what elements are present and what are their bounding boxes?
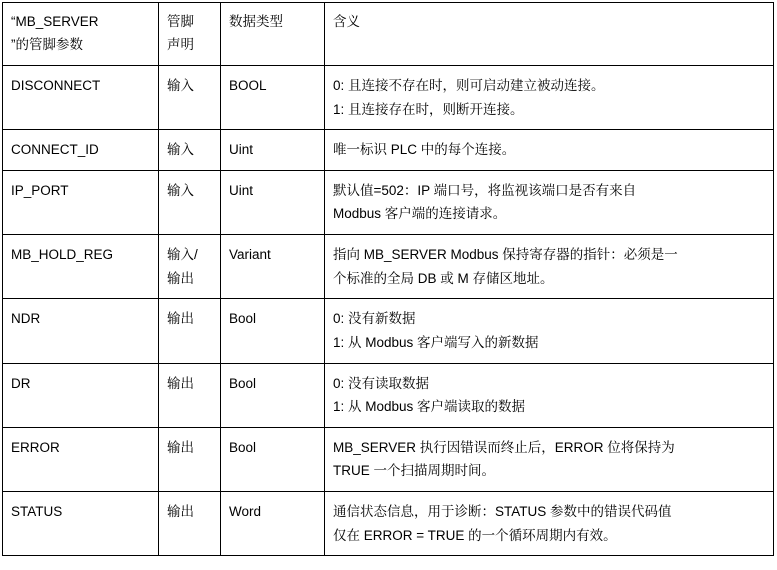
cell-declaration: 输出 xyxy=(159,492,221,556)
cell-declaration: 输入 xyxy=(159,130,221,171)
cell-parameter-name: ERROR xyxy=(3,427,159,491)
document-page xyxy=(0,2,777,570)
cell-meaning: 通信状态信息，用于诊断：STATUS 参数中的错误代码值 仅在 ERROR = TRUE 的一个循环周期内有效。 xyxy=(325,492,774,556)
cell-datatype: Uint xyxy=(221,130,325,171)
table-header-row xyxy=(3,3,774,66)
cell-declaration: 输入 xyxy=(159,65,221,129)
header-cell-declaration: 管脚 声明 xyxy=(159,3,221,66)
cell-parameter-name: IP_PORT xyxy=(3,170,159,234)
cell-meaning: 默认值=502：IP 端口号，将监视该端口是否有来自 Modbus 客户端的连接请求。 xyxy=(325,170,774,234)
cell-datatype: Variant xyxy=(221,235,325,299)
table-row xyxy=(3,299,774,363)
cell-datatype: Bool xyxy=(221,363,325,427)
header-cell-meaning: 含义 xyxy=(325,3,774,66)
table-row xyxy=(3,363,774,427)
table-row xyxy=(3,130,774,171)
cell-meaning: 0: 且连接不存在时，则可启动建立被动连接。 1: 且连接存在时，则断开连接。 xyxy=(325,65,774,129)
cell-datatype: BOOL xyxy=(221,65,325,129)
table-row xyxy=(3,235,774,299)
cell-meaning: 0: 没有读取数据 1: 从 Modbus 客户端读取的数据 xyxy=(325,363,774,427)
cell-datatype: Uint xyxy=(221,170,325,234)
cell-datatype: Word xyxy=(221,492,325,556)
cell-parameter-name: NDR xyxy=(3,299,159,363)
cell-meaning: 唯一标识 PLC 中的每个连接。 xyxy=(325,130,774,171)
cell-datatype: Bool xyxy=(221,299,325,363)
table-row xyxy=(3,170,774,234)
cell-declaration: 输入 xyxy=(159,170,221,234)
cell-datatype: Bool xyxy=(221,427,325,491)
cell-meaning: MB_SERVER 执行因错误而终止后，ERROR 位将保持为 TRUE 一个扫描周期时间。 xyxy=(325,427,774,491)
cell-parameter-name: CONNECT_ID xyxy=(3,130,159,171)
header-cell-name: “MB_SERVER ”的管脚参数 xyxy=(3,3,159,66)
header-cell-datatype: 数据类型 xyxy=(221,3,325,66)
cell-parameter-name: DISCONNECT xyxy=(3,65,159,129)
cell-declaration: 输入/ 输出 xyxy=(159,235,221,299)
table-row xyxy=(3,65,774,129)
cell-parameter-name: STATUS xyxy=(3,492,159,556)
cell-parameter-name: DR xyxy=(3,363,159,427)
cell-declaration: 输出 xyxy=(159,427,221,491)
cell-declaration: 输出 xyxy=(159,299,221,363)
table-row xyxy=(3,492,774,556)
cell-meaning: 指向 MB_SERVER Modbus 保持寄存器的指针：必须是一 个标准的全局 DB 或 M 存储区地址。 xyxy=(325,235,774,299)
cell-declaration: 输出 xyxy=(159,363,221,427)
cell-meaning: 0: 没有新数据 1: 从 Modbus 客户端写入的新数据 xyxy=(325,299,774,363)
table-row xyxy=(3,427,774,491)
cell-parameter-name: MB_HOLD_REG xyxy=(3,235,159,299)
mb-server-parameter-table xyxy=(2,2,774,556)
